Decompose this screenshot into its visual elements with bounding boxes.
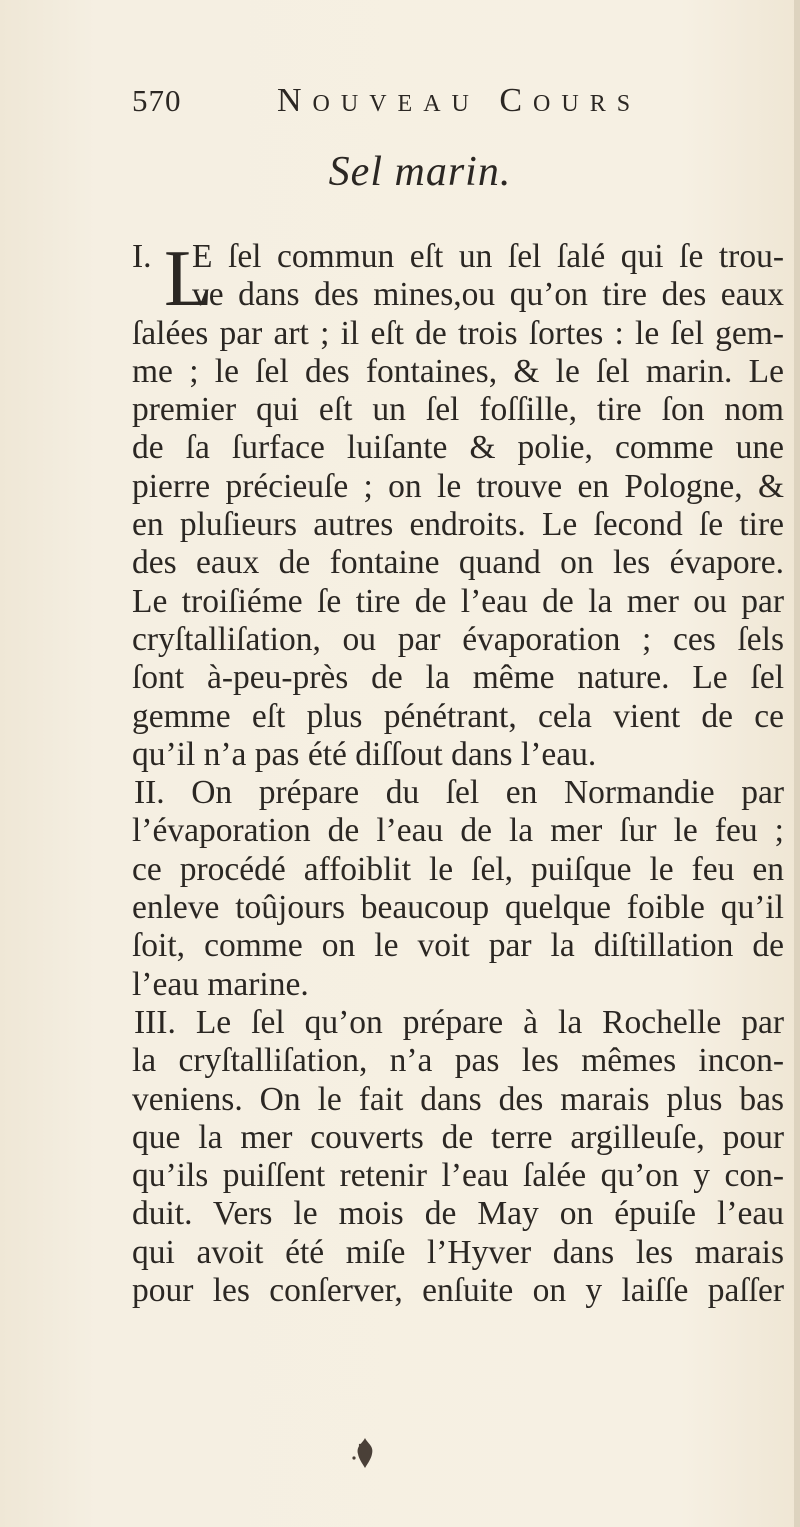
text-line: ve dans des mines,ou qu’on tire des eaux xyxy=(192,276,784,314)
text-line: l’évaporation de l’eau de la mer ſur le feu ; xyxy=(132,812,784,850)
text-line: me ; le ſel des fontaines, & le ſel marin. Le xyxy=(132,352,784,390)
paragraph-3 xyxy=(132,1004,784,1310)
text-line: ſont à-peu-près de la même nature. Le ſel xyxy=(132,659,784,697)
text-line: Le troiſiéme ſe tire de l’eau de la mer ou par xyxy=(132,582,784,620)
text-line: ſalées par art ; il eſt de trois ſortes : le ſel gem- xyxy=(132,314,784,352)
paragraph-numeral: I. xyxy=(132,238,152,275)
text-line: ſoit, comme on le voit par la diſtillation de xyxy=(132,927,784,965)
text-line: pierre précieuſe ; on le trouve en Pologne, & xyxy=(132,467,784,505)
text-line: l’eau marine. xyxy=(132,965,309,1003)
text-line: la cryſtalliſation, n’a pas les mêmes incon- xyxy=(132,1042,784,1080)
printer-fleuron-icon xyxy=(352,1436,378,1470)
running-title: Nouveau Cours xyxy=(277,82,642,119)
text-line: II. On prépare du ſel en Normandie par xyxy=(134,774,784,812)
text-line: que la mer couverts de terre argilleuſe, pour xyxy=(132,1118,784,1156)
text-line: des eaux de fontaine quand on les évapore. xyxy=(132,544,784,582)
text-line: ce procédé affoiblit le ſel, puiſque le feu en xyxy=(132,850,784,888)
text-line: enleve toûjours beaucoup quelque foible qu’il xyxy=(132,889,784,927)
text-line: veniens. On le fait dans des marais plus bas xyxy=(132,1080,784,1118)
text-line: gemme eſt plus pénétrant, cela vient de ce xyxy=(132,697,784,735)
text-line: pour les conſerver, enſuite on y laiſſe paſſer xyxy=(132,1272,784,1310)
running-header xyxy=(132,82,672,128)
text-line: qu’il n’a pas été diſſout dans l’eau. xyxy=(132,735,597,773)
text-line: E ſel commun eſt un ſel ſalé qui ſe trou- xyxy=(192,238,784,275)
text-line: qui avoit été miſe l’Hyver dans les marais xyxy=(132,1233,784,1271)
text-line: premier qui eſt un ſel foſſille, tire ſon nom xyxy=(132,391,784,429)
text-line: qu’ils puiſſent retenir l’eau ſalée qu’on y con- xyxy=(132,1157,784,1195)
text-line: en pluſieurs autres endroits. Le ſecond ſe tire xyxy=(132,506,784,544)
text-line: duit. Vers le mois de May on épuiſe l’eau xyxy=(132,1195,784,1233)
paragraph-1 xyxy=(132,235,784,774)
page-edge xyxy=(794,0,800,1527)
text-line: III. Le ſel qu’on prépare à la Rochelle par xyxy=(134,1003,784,1041)
paragraph-2 xyxy=(132,774,784,1004)
text-body xyxy=(132,235,784,1310)
page-number: 570 xyxy=(132,83,182,118)
text-line: cryſtalliſation, ou par évaporation ; ces ſels xyxy=(132,620,784,658)
drop-cap: L xyxy=(164,235,213,323)
text-line: de ſa ſurface luiſante & polie, comme une xyxy=(132,429,784,467)
section-title: Sel marin. xyxy=(328,149,512,195)
